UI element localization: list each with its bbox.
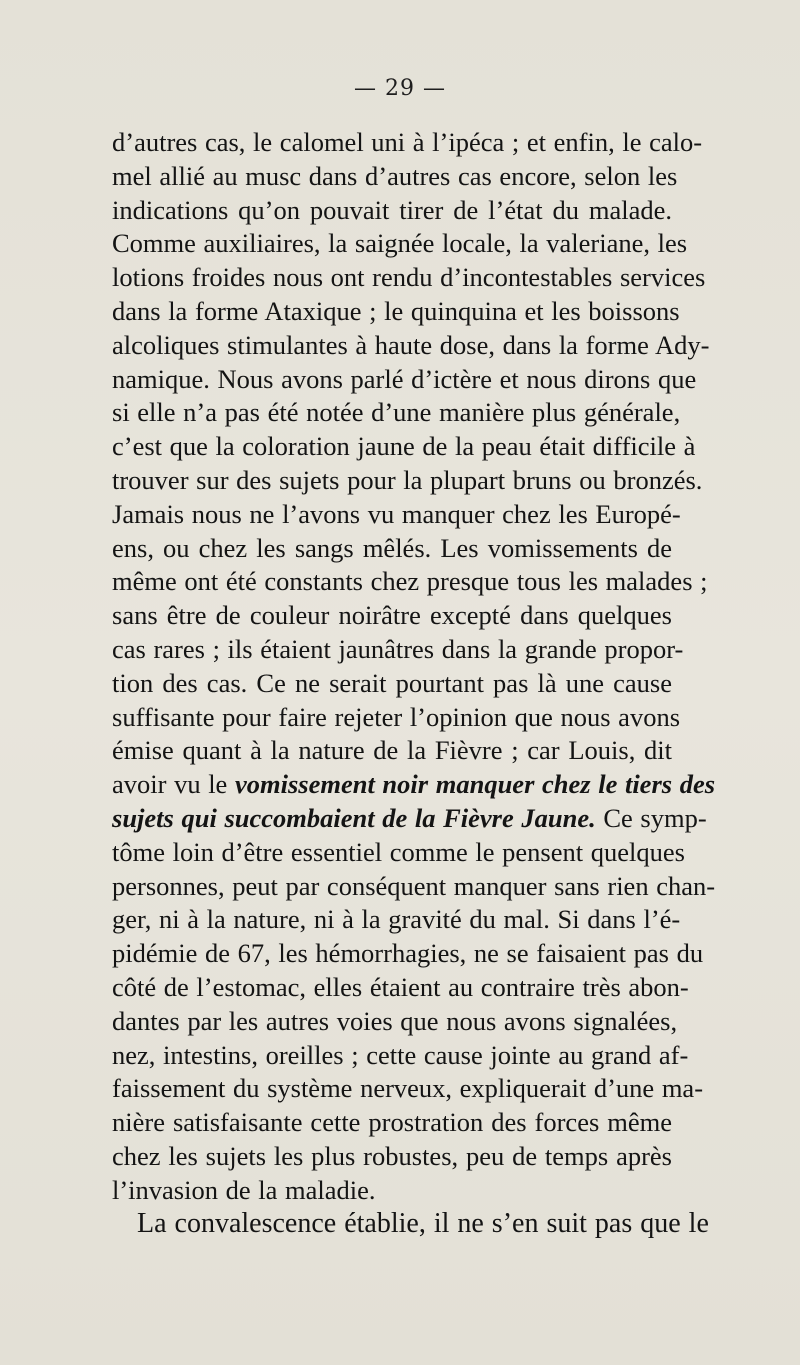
text-line-3: indications qu’on pouvait tirer de l’état du malade. (112, 194, 672, 225)
text-line-17: tion des cas. Ce ne serait pourtant pas là une cause (112, 667, 672, 698)
text-line-2: mel allié au musc dans d’autres cas encore, selon les (112, 160, 678, 191)
text-line-10: c’est que la coloration jaune de la peau était difficile à (112, 431, 696, 462)
text-line-15: sans être de couleur noirâtre excepté dans quelques (112, 600, 672, 631)
text-line-6: dans la forme Ataxique ; le quinquina et les boissons (112, 296, 680, 326)
text-line-19: émise quant à la nature de la Fièvre ; car Louis, dit (112, 735, 672, 766)
text-line-30: nière satisfaisante cette prostration des forces même (112, 1107, 672, 1138)
text-line-5: lotions froides nous ont rendu d’incontestables services (112, 262, 706, 293)
text-line-29: faissement du système nerveux, expliquerait d’une ma- (112, 1073, 704, 1104)
text-line-13: ens, ou chez les sangs mêlés. Les vomissements de (112, 532, 672, 563)
text-line-12: Jamais nous ne l’avons vu manquer chez les Europé- (112, 498, 681, 529)
text-line-21 (112, 800, 707, 836)
text-line-22: tôme loin d’être essentiel comme le pensent quelques (112, 836, 685, 867)
text-line-31: chez les sujets les plus robustes, peu de temps après (112, 1141, 672, 1171)
text-line-1: d’autres cas, le calomel uni à l’ipéca ; et enfin, le calo- (112, 127, 703, 157)
text-segment-plain: Ce symp- (595, 803, 707, 833)
text-line-33: La convalescence établie, il ne s’en suit pas que le (137, 1207, 709, 1239)
text-line-11: trouver sur des sujets pour la plupart bruns ou bronzés. (112, 465, 703, 495)
text-line-4: Comme auxiliaires, la saignée locale, la valeriane, les (112, 228, 688, 259)
text-line-26: côté de l’estomac, elles étaient au contraire très abon- (112, 972, 689, 1002)
text-line-27: dantes par les autres voies que nous avons signalées, (112, 1005, 678, 1036)
page-number: — 29 — (354, 76, 446, 101)
text-line-18: suffisante pour faire rejeter l’opinion que nous avons (112, 701, 681, 732)
text-line-16: cas rares ; ils étaient jaunâtres dans la grande propor- (112, 634, 684, 664)
text-line-14: même ont été constants chez presque tous les malades ; (112, 566, 708, 597)
text-segment-plain: avoir vu le (112, 769, 235, 800)
text-line-7: alcoliques stimulantes à haute dose, dans la forme Ady- (112, 329, 710, 360)
text-line-20 (112, 766, 716, 802)
text-line-24: ger, ni à la nature, ni à la gravité du mal. Si dans l’é- (112, 904, 681, 935)
text-line-25: pidémie de 67, les hémorrhagies, ne se faisaient pas du (112, 938, 704, 969)
text-line-32: l’invasion de la maladie. (112, 1174, 376, 1205)
text-segment-italic: vomissement noir manquer chez le tiers des (234, 769, 716, 800)
text-line-8: namique. Nous avons parlé d’ictère et nous dirons que (112, 363, 697, 394)
text-line-28: nez, intestins, oreilles ; cette cause jointe au grand af- (112, 1039, 689, 1070)
text-segment-italic: sujets qui succombaient de la Fièvre Jaune. (112, 803, 596, 833)
text-line-23: personnes, peut par conséquent manquer sans rien chan- (112, 870, 716, 901)
text-line-9: si elle n’a pas été notée d’une manière plus générale, (112, 397, 681, 428)
